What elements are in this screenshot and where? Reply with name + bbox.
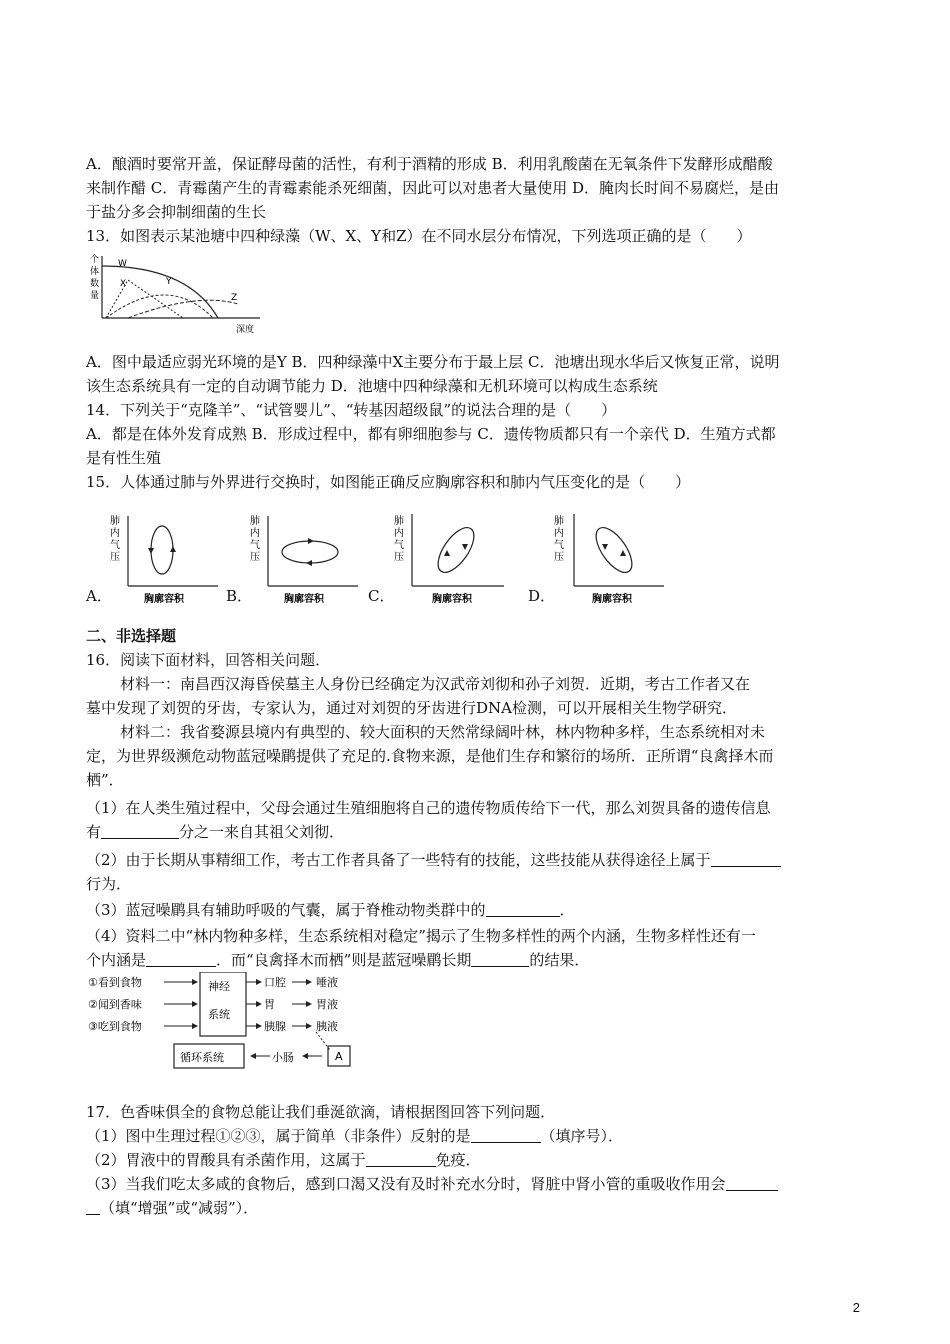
q13-curve-z — [128, 300, 238, 318]
q13-label-z: Z — [231, 293, 238, 303]
svg-text:内: 内 — [554, 528, 564, 539]
svg-text:肺: 肺 — [554, 516, 564, 527]
q13-ylabel-1: 个 — [90, 255, 100, 265]
q16-sub1-line1: （1）在人类生殖过程中，父母会通过生殖细胞将自己的遗传物质传给下一代，那么刘贺具备的遗传信息 — [86, 799, 771, 817]
answer-blank — [86, 1198, 100, 1215]
svg-text:胰液: 胰液 — [316, 1020, 338, 1033]
answer-blank — [711, 850, 781, 867]
q14-stem: 14．下列关于“克隆羊”、“试管婴儿”、“转基因超级鼠”的说法合理的是（ ） — [86, 401, 617, 419]
svg-text:气: 气 — [554, 540, 564, 551]
q12-options-line2: 来制作醋 C．青霉菌产生的青霉素能杀死细菌，因此可以对患者大量使用 D．腌肉长时间不易腐烂，是由 — [86, 179, 780, 197]
q12-options-line3: 于盐分多会抑制细菌的生长 — [86, 203, 267, 221]
q16-sub3: （3）蓝冠噪鹛具有辅助呼吸的气囊，属于脊椎动物类群中的 ． — [86, 901, 575, 919]
q13-label-x: X — [120, 279, 127, 289]
svg-text:口腔: 口腔 — [264, 976, 286, 989]
q13-curve-w — [102, 266, 218, 318]
q15-option-a: A． — [86, 587, 112, 605]
q13-options-line1: A．图中最适应弱光环境的是Y B．四种绿藻中X主要分布于最上层 C．池塘出现水华后又恢复正常，说明 — [86, 353, 780, 371]
q16-material2-line1: 材料二：我省婺源县境内有典型的、较大面积的天然常绿阔叶林，林内物种多样，生态系统相对未 — [120, 723, 766, 741]
q13-options-line2: 该生态系统具有一定的自动调节能力 D．池塘中四种绿藻和无机环境可以构成生态系统 — [86, 377, 658, 395]
q13-figure — [88, 252, 268, 348]
svg-text:压: 压 — [394, 552, 404, 563]
q17-sub3-line1: （3）当我们吃太多咸的食物后，感到口渴又没有及时补充水分时，肾脏中肾小管的重吸收作用会 — [86, 1172, 866, 1196]
q16-sub1-line2: 有 分之一来自其祖父刘彻． — [86, 823, 345, 841]
svg-text:胰腺: 胰腺 — [264, 1020, 286, 1033]
q16-material2-line2: 定，为世界级濒危动物蓝冠噪鹛提供了充足的.食物来源，是他们生存和繁衍的场所．正所谓“良禽择木而 — [86, 747, 774, 765]
svg-text:压: 压 — [554, 552, 564, 563]
q17-sub2: （2）胃液中的胃酸具有杀菌作用，这属于 免疫． — [86, 1151, 481, 1169]
q16-sub2-line2: 行为． — [86, 875, 132, 893]
q16-sub4-line1: （4）资料二中“林内物种多样，生态系统相对稳定”揭示了生物多样性的两个内涵，生物多样性还有一 — [86, 927, 756, 945]
q14-options-line2: 是有性生殖 — [86, 449, 162, 467]
q13-ylabel-2: 体 — [90, 267, 100, 277]
q16-sub2-line1: （2）由于长期从事精细工作，考古工作者具备了一些特有的技能，这些技能从获得途径上属于 — [86, 848, 866, 872]
q17-stem: 17．色香味俱全的食物总能让我们垂涎欲滴，请根据图回答下列问题． — [86, 1103, 556, 1121]
svg-text:压: 压 — [110, 552, 120, 563]
q15-graph-b — [248, 514, 363, 610]
svg-text:胸廓容积: 胸廓容积 — [592, 594, 632, 605]
q15-graph-c — [392, 510, 507, 610]
q17-figure — [86, 972, 376, 1096]
q15-stem: 15．人体通过肺与外界进行交换时，如图能正确反应胸廓容积和肺内气压变化的是（ ） — [86, 473, 691, 491]
q17-input-1: ①看到食物 — [88, 976, 142, 989]
answer-blank — [726, 1174, 778, 1191]
q13-label-y: Y — [166, 277, 172, 287]
q13-xlabel: 深度 — [236, 325, 255, 335]
q13-stem: 13．如图表示某池塘中四种绿藻（W、X、Y和Z）在不同水层分布情况，下列选项正确的是（ ） — [86, 227, 752, 245]
svg-text:肺: 肺 — [110, 516, 120, 527]
q13-ylabel-4: 量 — [90, 291, 100, 301]
q15-graph-a — [108, 514, 223, 610]
svg-text:循环系统: 循环系统 — [180, 1051, 224, 1064]
q15-option-d: D． — [528, 587, 556, 605]
answer-blank — [486, 900, 560, 917]
page-number: 2 — [852, 1300, 860, 1315]
answer-blank — [471, 950, 529, 967]
q15-option-c: C． — [368, 587, 395, 605]
answer-blank — [101, 822, 179, 839]
answer-blank — [146, 950, 216, 967]
svg-text:A: A — [335, 1050, 343, 1063]
q17-sub3-line2: （填“增强”或“减弱”）． — [86, 1196, 866, 1220]
q16-material1-line2: 墓中发现了刘贺的牙齿，专家认为，通过对刘贺的牙齿进行DNA检测，可以开展相关生物学研究． — [86, 699, 737, 717]
svg-text:肺: 肺 — [394, 516, 404, 527]
q14-options-line1: A．都是在体外发育成熟 B．形成过程中，都有卵细胞参与 C．遗传物质都只有一个亲代 D．生殖方式都 — [86, 425, 776, 443]
q17-input-2: ②闻到香味 — [88, 998, 142, 1011]
q17-sub1: （1）图中生理过程①②③，属于简单（非条件）反射的是 （填序号）． — [86, 1127, 624, 1145]
q16-sub4-line2: 个内涵是 ．而“良禽择木而栖”则是蓝冠噪鹛长期 的结果． — [86, 951, 590, 969]
q13-ylabel-3: 数 — [90, 279, 100, 289]
svg-text:胃: 胃 — [264, 998, 275, 1011]
q16-stem: 16．阅读下面材料，回答相关问题． — [86, 651, 331, 669]
svg-text:内: 内 — [250, 528, 260, 539]
svg-text:唾液: 唾液 — [316, 976, 338, 989]
svg-text:气: 气 — [110, 540, 120, 551]
section-heading: 二、非选择题 — [86, 627, 177, 645]
svg-text:胸廓容积: 胸廓容积 — [284, 594, 324, 605]
q13-label-w: W — [118, 259, 127, 269]
q13-curve-y — [106, 295, 213, 318]
svg-text:胃液: 胃液 — [316, 998, 338, 1011]
svg-text:胸廓容积: 胸廓容积 — [432, 594, 472, 605]
svg-text:肺: 肺 — [250, 516, 260, 527]
svg-text:气: 气 — [394, 540, 404, 551]
svg-text:小肠: 小肠 — [272, 1051, 294, 1064]
svg-text:内: 内 — [394, 528, 404, 539]
q15-option-b: B． — [226, 587, 253, 605]
q17-input-3: ③吃到食物 — [88, 1020, 142, 1033]
q16-material1-line1: 材料一：南昌西汉海昏侯墓主人身份已经确定为汉武帝刘彻和孙子刘贺．近期，考古工作者又在 — [120, 675, 751, 693]
q12-options-line1: A．酿酒时要常开盖，保证酵母菌的活性，有利于酒精的形成 B．利用乳酸菌在无氧条件下发酵形成醋酸 — [86, 155, 773, 173]
svg-text:内: 内 — [110, 528, 120, 539]
svg-text:神经: 神经 — [208, 980, 230, 993]
svg-text:系统: 系统 — [208, 1008, 230, 1021]
q16-material2-line3: 栖”． — [86, 771, 124, 789]
svg-text:压: 压 — [250, 552, 260, 563]
svg-text:胸廓容积: 胸廓容积 — [144, 594, 184, 605]
answer-blank — [366, 1150, 436, 1167]
svg-text:气: 气 — [250, 540, 260, 551]
q15-graph-d — [552, 510, 667, 610]
answer-blank — [471, 1126, 541, 1143]
